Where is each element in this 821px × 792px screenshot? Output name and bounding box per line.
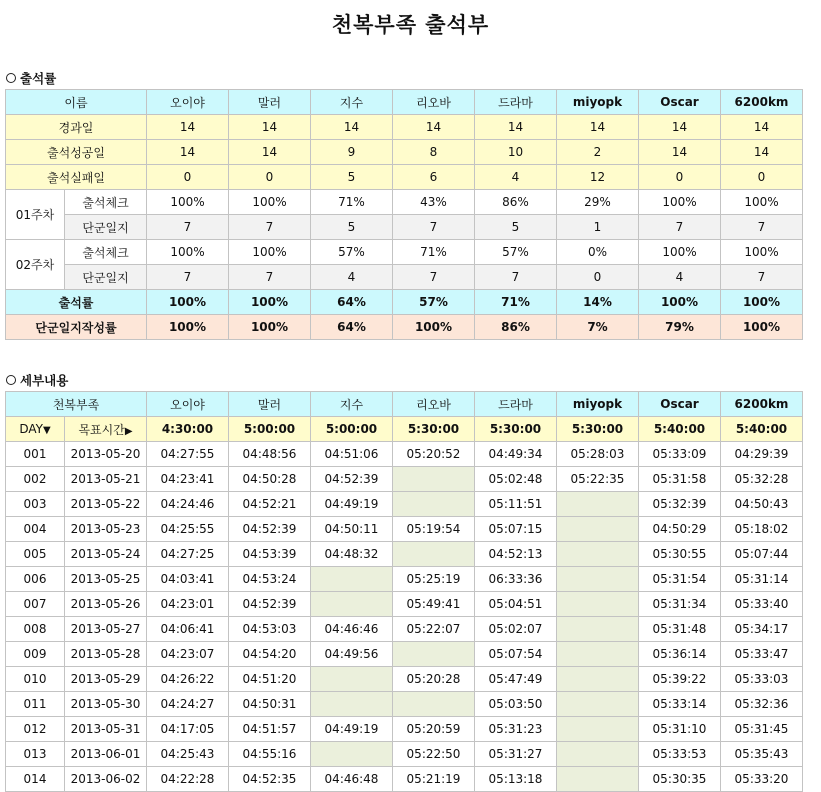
table-cell: 0 [639,165,721,190]
week-label: 02주차 [6,240,65,290]
tribe-header: 천복부족 [6,392,147,417]
target-time: 5:00:00 [229,417,311,442]
empty-cell [557,692,639,717]
date-cell: 2013-06-02 [65,767,147,792]
table-row [6,692,803,717]
table-cell: 14 [393,115,475,140]
table-cell: 7 [639,215,721,240]
table-row [6,542,803,567]
week1-diary-row [6,215,803,240]
table-cell: 100% [721,315,803,340]
table-row [6,567,803,592]
member-header: 6200km [721,90,803,115]
elapsed-row [6,115,803,140]
empty-cell [557,667,639,692]
section-attendance-text: 출석률 [20,71,57,86]
row-label: 출석성공일 [6,140,147,165]
time-cell: 04:49:19 [311,717,393,742]
table-cell: 14 [229,140,311,165]
time-cell: 04:06:41 [147,617,229,642]
table-cell: 7 [393,265,475,290]
time-cell: 06:33:36 [475,567,557,592]
empty-cell [557,567,639,592]
table-cell: 7 [393,215,475,240]
target-time: 4:30:00 [147,417,229,442]
table-cell: 10 [475,140,557,165]
row-label: 경과일 [6,115,147,140]
time-cell: 05:20:59 [393,717,475,742]
time-cell: 04:23:01 [147,592,229,617]
table-cell: 14% [557,290,639,315]
time-cell: 05:28:03 [557,442,639,467]
target-header-text: 목표시간 [78,422,125,437]
table-cell: 14 [147,140,229,165]
row-label: 출석체크 [65,240,147,265]
target-time: 5:30:00 [393,417,475,442]
time-cell: 04:46:46 [311,617,393,642]
row-label: 출석체크 [65,190,147,215]
table-row [6,642,803,667]
day-cell: 005 [6,542,65,567]
time-cell: 04:53:24 [229,567,311,592]
table-cell: 7 [147,215,229,240]
time-cell: 05:03:50 [475,692,557,717]
table-cell: 100% [639,290,721,315]
table-cell: 100% [147,315,229,340]
time-cell: 05:31:23 [475,717,557,742]
table-row [6,717,803,742]
time-cell: 05:33:03 [721,667,803,692]
empty-cell [393,492,475,517]
day-cell: 010 [6,667,65,692]
empty-cell [311,567,393,592]
section-attendance-label [6,69,56,87]
table-cell: 14 [639,140,721,165]
time-cell: 05:02:07 [475,617,557,642]
table-cell: 100% [147,290,229,315]
time-cell: 05:33:14 [639,692,721,717]
time-cell: 04:51:57 [229,717,311,742]
circle-icon [6,73,16,83]
date-cell: 2013-05-30 [65,692,147,717]
day-cell: 002 [6,467,65,492]
table-cell: 57% [393,290,475,315]
time-cell: 05:18:02 [721,517,803,542]
target-time: 5:30:00 [475,417,557,442]
time-cell: 05:33:09 [639,442,721,467]
table-cell: 4 [311,265,393,290]
time-cell: 05:30:35 [639,767,721,792]
member-header: 리오바 [393,90,475,115]
table-cell: 5 [311,215,393,240]
empty-cell [557,642,639,667]
time-cell: 05:47:49 [475,667,557,692]
week2-check-row [6,240,803,265]
time-cell: 05:33:47 [721,642,803,667]
empty-cell [393,467,475,492]
time-cell: 04:52:39 [229,517,311,542]
day-cell: 007 [6,592,65,617]
time-cell: 05:32:36 [721,692,803,717]
time-cell: 05:31:54 [639,567,721,592]
time-cell: 05:22:07 [393,617,475,642]
target-time: 5:30:00 [557,417,639,442]
row-label: 단군일지 [65,265,147,290]
date-cell: 2013-05-20 [65,442,147,467]
time-cell: 04:03:41 [147,567,229,592]
empty-cell [311,667,393,692]
time-cell: 04:50:43 [721,492,803,517]
page-title: 천복부족 출석부 [331,13,490,37]
table-cell: 79% [639,315,721,340]
time-cell: 04:23:07 [147,642,229,667]
time-cell: 04:24:27 [147,692,229,717]
rate-row [6,290,803,315]
time-cell: 05:31:58 [639,467,721,492]
time-cell: 04:46:48 [311,767,393,792]
table-cell: 100% [229,315,311,340]
time-cell: 05:33:40 [721,592,803,617]
time-cell: 05:33:20 [721,767,803,792]
time-cell: 05:49:41 [393,592,475,617]
date-cell: 2013-05-29 [65,667,147,692]
date-cell: 2013-05-26 [65,592,147,617]
day-header[interactable] [6,417,65,442]
empty-cell [393,692,475,717]
table-row [6,617,803,642]
time-cell: 05:21:19 [393,767,475,792]
time-cell: 04:25:43 [147,742,229,767]
table-cell: 4 [475,165,557,190]
table-cell: 7 [721,265,803,290]
day-cell: 013 [6,742,65,767]
table-cell: 14 [311,115,393,140]
time-cell: 05:02:48 [475,467,557,492]
table-cell: 86% [475,315,557,340]
member-header: miyopk [557,392,639,417]
time-cell: 04:48:32 [311,542,393,567]
date-cell: 2013-05-27 [65,617,147,642]
time-cell: 05:22:35 [557,467,639,492]
details-table [5,391,803,792]
name-header: 이름 [6,90,147,115]
table-cell: 14 [721,140,803,165]
empty-cell [557,742,639,767]
time-cell: 04:50:28 [229,467,311,492]
empty-cell [557,592,639,617]
day-cell: 011 [6,692,65,717]
date-cell: 2013-05-25 [65,567,147,592]
date-cell: 2013-05-22 [65,492,147,517]
table-cell: 7 [229,265,311,290]
table-cell: 5 [311,165,393,190]
member-header: 오이야 [147,90,229,115]
table-cell: 43% [393,190,475,215]
table-cell: 0% [557,240,639,265]
diary-rate-row [6,315,803,340]
section-details-text: 세부내용 [20,373,69,388]
table-row [6,517,803,542]
empty-cell [311,692,393,717]
details-header-row [6,392,803,417]
time-cell: 04:27:25 [147,542,229,567]
time-cell: 04:49:34 [475,442,557,467]
table-cell: 6 [393,165,475,190]
time-cell: 04:53:03 [229,617,311,642]
row-label: 단군일지작성률 [6,315,147,340]
time-cell: 05:22:50 [393,742,475,767]
time-cell: 04:52:35 [229,767,311,792]
table-cell: 5 [475,215,557,240]
table-row [6,767,803,792]
table-cell: 0 [721,165,803,190]
date-cell: 2013-05-24 [65,542,147,567]
table-cell: 100% [721,240,803,265]
member-header: 말러 [229,392,311,417]
table-cell: 7 [147,265,229,290]
time-cell: 05:36:14 [639,642,721,667]
empty-cell [311,592,393,617]
table-cell: 9 [311,140,393,165]
time-cell: 05:32:39 [639,492,721,517]
time-cell: 05:34:17 [721,617,803,642]
table-cell: 71% [475,290,557,315]
section-details-label [6,371,68,389]
table-cell: 12 [557,165,639,190]
table-row [6,592,803,617]
table-cell: 71% [311,190,393,215]
table-cell: 4 [639,265,721,290]
table-cell: 100% [229,240,311,265]
day-cell: 014 [6,767,65,792]
time-cell: 05:13:18 [475,767,557,792]
empty-cell [557,717,639,742]
time-cell: 04:53:39 [229,542,311,567]
empty-cell [557,517,639,542]
table-cell: 0 [229,165,311,190]
member-header: 리오바 [393,392,475,417]
time-cell: 04:23:41 [147,467,229,492]
time-cell: 04:50:31 [229,692,311,717]
table-cell: 64% [311,290,393,315]
table-cell: 100% [147,190,229,215]
table-cell: 100% [639,190,721,215]
table-cell: 7 [229,215,311,240]
table-row [6,742,803,767]
target-time: 5:00:00 [311,417,393,442]
date-cell: 2013-05-23 [65,517,147,542]
empty-cell [393,542,475,567]
table-cell: 14 [721,115,803,140]
day-cell: 009 [6,642,65,667]
week2-diary-row [6,265,803,290]
day-header-text: DAY [19,422,43,436]
table-cell: 7% [557,315,639,340]
time-cell: 04:29:39 [721,442,803,467]
time-cell: 05:31:45 [721,717,803,742]
table-cell: 57% [311,240,393,265]
table-cell: 2 [557,140,639,165]
empty-cell [393,642,475,667]
date-cell: 2013-05-31 [65,717,147,742]
member-header: miyopk [557,90,639,115]
time-cell: 05:31:34 [639,592,721,617]
time-cell: 04:26:22 [147,667,229,692]
time-cell: 05:32:28 [721,467,803,492]
empty-cell [557,617,639,642]
table-cell: 100% [639,240,721,265]
time-cell: 04:54:20 [229,642,311,667]
member-header: Oscar [639,90,721,115]
table-cell: 71% [393,240,475,265]
time-cell: 04:51:20 [229,667,311,692]
member-header: 말러 [229,90,311,115]
triangle-right-icon: ▶ [124,425,133,437]
time-cell: 04:48:56 [229,442,311,467]
member-header: Oscar [639,392,721,417]
attendance-header-row [6,90,803,115]
time-cell: 05:25:19 [393,567,475,592]
table-cell: 0 [557,265,639,290]
table-cell: 100% [229,290,311,315]
attendance-table [5,89,803,340]
empty-cell [557,767,639,792]
time-cell: 05:20:52 [393,442,475,467]
table-cell: 1 [557,215,639,240]
day-cell: 006 [6,567,65,592]
day-cell: 001 [6,442,65,467]
time-cell: 04:55:16 [229,742,311,767]
target-time: 5:40:00 [639,417,721,442]
time-cell: 05:30:55 [639,542,721,567]
time-cell: 05:11:51 [475,492,557,517]
target-row [6,417,803,442]
time-cell: 05:20:28 [393,667,475,692]
week-label: 01주차 [6,190,65,240]
table-cell: 14 [475,115,557,140]
table-cell: 57% [475,240,557,265]
table-row [6,467,803,492]
time-cell: 05:39:22 [639,667,721,692]
time-cell: 05:07:44 [721,542,803,567]
table-cell: 86% [475,190,557,215]
table-cell: 8 [393,140,475,165]
table-cell: 100% [393,315,475,340]
table-cell: 100% [721,190,803,215]
table-row [6,492,803,517]
time-cell: 04:52:21 [229,492,311,517]
empty-cell [557,492,639,517]
table-cell: 7 [721,215,803,240]
time-cell: 04:52:13 [475,542,557,567]
table-cell: 14 [147,115,229,140]
time-cell: 04:25:55 [147,517,229,542]
empty-cell [557,542,639,567]
time-cell: 04:24:46 [147,492,229,517]
success-row [6,140,803,165]
table-cell: 100% [721,290,803,315]
table-cell: 100% [147,240,229,265]
target-time: 5:40:00 [721,417,803,442]
time-cell: 04:50:11 [311,517,393,542]
time-cell: 05:31:27 [475,742,557,767]
row-label: 출석실패일 [6,165,147,190]
member-header: 6200km [721,392,803,417]
empty-cell [311,742,393,767]
fail-row [6,165,803,190]
table-cell: 14 [557,115,639,140]
time-cell: 05:31:10 [639,717,721,742]
time-cell: 05:31:48 [639,617,721,642]
time-cell: 05:07:15 [475,517,557,542]
target-header[interactable] [65,417,147,442]
table-row [6,667,803,692]
day-cell: 003 [6,492,65,517]
table-cell: 29% [557,190,639,215]
row-label: 출석률 [6,290,147,315]
table-cell: 100% [229,190,311,215]
time-cell: 05:33:53 [639,742,721,767]
table-cell: 64% [311,315,393,340]
time-cell: 05:04:51 [475,592,557,617]
day-cell: 008 [6,617,65,642]
member-header: 지수 [311,392,393,417]
table-cell: 7 [475,265,557,290]
member-header: 오이야 [147,392,229,417]
member-header: 드라마 [475,90,557,115]
day-cell: 012 [6,717,65,742]
member-header: 드라마 [475,392,557,417]
time-cell: 04:52:39 [311,467,393,492]
table-row [6,442,803,467]
day-cell: 004 [6,517,65,542]
time-cell: 05:07:54 [475,642,557,667]
time-cell: 04:17:05 [147,717,229,742]
table-cell: 14 [229,115,311,140]
time-cell: 04:49:19 [311,492,393,517]
week1-check-row [6,190,803,215]
time-cell: 05:35:43 [721,742,803,767]
date-cell: 2013-06-01 [65,742,147,767]
table-cell: 14 [639,115,721,140]
date-cell: 2013-05-28 [65,642,147,667]
time-cell: 04:52:39 [229,592,311,617]
time-cell: 04:50:29 [639,517,721,542]
time-cell: 04:49:56 [311,642,393,667]
time-cell: 04:27:55 [147,442,229,467]
time-cell: 05:19:54 [393,517,475,542]
triangle-down-icon: ▼ [42,425,51,436]
time-cell: 05:31:14 [721,567,803,592]
time-cell: 04:22:28 [147,767,229,792]
member-header: 지수 [311,90,393,115]
row-label: 단군일지 [65,215,147,240]
circle-icon [6,375,16,385]
table-cell: 0 [147,165,229,190]
date-cell: 2013-05-21 [65,467,147,492]
time-cell: 04:51:06 [311,442,393,467]
